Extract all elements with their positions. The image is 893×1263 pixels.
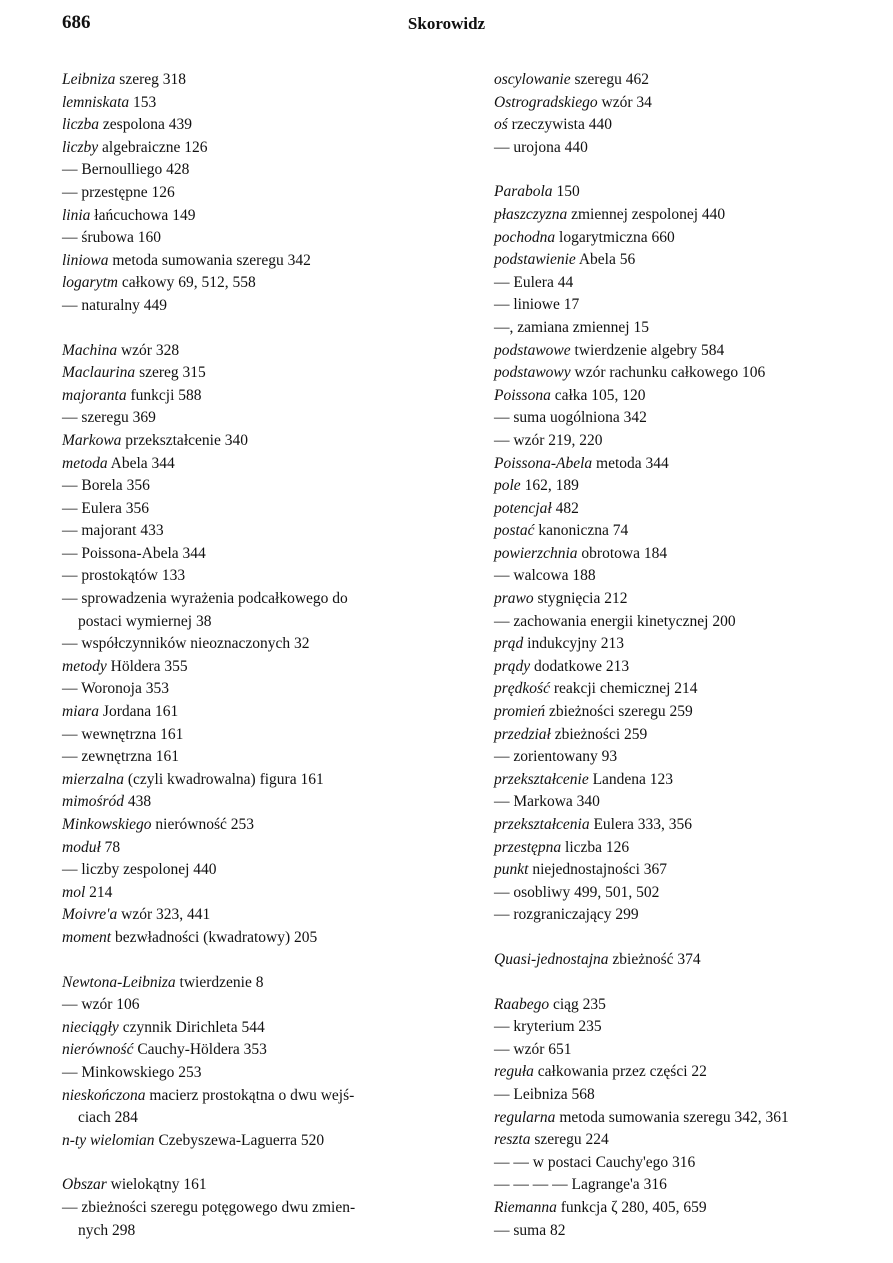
- index-keyword: moduł: [62, 838, 101, 856]
- index-keyword: Machina: [62, 341, 118, 359]
- index-text: — suma uogólniona 342: [494, 409, 647, 427]
- index-text: — naturalny 449: [62, 296, 168, 314]
- index-keyword: mol: [62, 883, 86, 901]
- index-text: wzór 328: [117, 341, 180, 359]
- index-text: — wzór 651: [494, 1040, 572, 1058]
- index-entry: [62, 520, 440, 543]
- index-text: — przestępne 126: [62, 183, 175, 201]
- index-text: czynnik Dirichleta 544: [118, 1018, 265, 1036]
- index-text: dodatkowe 213: [530, 657, 630, 675]
- index-keyword: Raabego: [494, 995, 550, 1013]
- index-entry: [62, 385, 440, 408]
- index-keyword: podstawowe: [494, 341, 571, 359]
- index-entry: [62, 814, 440, 837]
- index-entry: [62, 272, 440, 295]
- index-entry: [62, 182, 440, 205]
- index-text: 482: [551, 499, 579, 517]
- index-text: — Eulera 356: [62, 499, 149, 517]
- index-text: obrotowa 184: [577, 544, 668, 562]
- index-text: macierz prostokątna o dwu wejś-: [145, 1086, 355, 1104]
- index-entry: [494, 407, 874, 430]
- index-keyword: Ostrogradskiego: [494, 93, 598, 111]
- index-keyword: Leibniza: [62, 71, 116, 88]
- index-text: indukcyjny 213: [523, 635, 625, 653]
- index-entry: [62, 407, 440, 430]
- index-entry: [494, 362, 874, 385]
- index-text: twierdzenie algebry 584: [570, 341, 725, 359]
- index-continuation: ciach 284: [78, 1109, 138, 1127]
- index-keyword: prawo: [494, 590, 534, 608]
- index-text: Abela 56: [575, 251, 636, 269]
- index-continuation: nych 298: [78, 1221, 136, 1239]
- index-entry: [62, 1085, 440, 1130]
- index-keyword: liczby: [62, 138, 99, 156]
- index-entry: [62, 205, 440, 228]
- index-text: — zorientowany 93: [494, 748, 618, 766]
- index-text: Landena 123: [588, 770, 674, 788]
- index-text: Eulera 333, 356: [589, 816, 693, 833]
- index-entry: [62, 882, 440, 905]
- index-entry: [494, 498, 874, 521]
- index-text: — majorant 433: [62, 522, 164, 540]
- index-keyword: pole: [494, 477, 521, 495]
- index-text: 214: [85, 883, 113, 901]
- index-entry: [62, 227, 440, 250]
- index-entry: [62, 543, 440, 566]
- index-entry: [62, 837, 440, 860]
- index-text: — wzór 106: [62, 996, 140, 1014]
- index-entry: [62, 927, 440, 950]
- index-text: metoda sumowania szeregu 342, 361: [555, 1108, 789, 1126]
- index-entry: [494, 1129, 874, 1152]
- index-keyword: reguła: [494, 1063, 534, 1081]
- index-text: 150: [552, 183, 580, 201]
- index-text: Czebyszewa-Laguerra 520: [154, 1131, 325, 1149]
- index-keyword: Markowa: [62, 431, 122, 449]
- index-entry: [62, 475, 440, 498]
- index-keyword: linia: [62, 206, 91, 224]
- index-entry: [494, 1061, 874, 1084]
- running-head: Skorowidz: [407, 14, 486, 33]
- index-text: 78: [100, 838, 121, 856]
- index-text: 162, 189: [520, 477, 579, 495]
- index-keyword: liniowa: [62, 251, 109, 269]
- index-text: Cauchy-Höldera 353: [133, 1041, 267, 1059]
- index-entry: [494, 837, 874, 860]
- index-entry: [494, 475, 874, 498]
- index-entry: [494, 69, 874, 92]
- index-text: — urojona 440: [494, 138, 588, 156]
- index-text: — szeregu 369: [62, 409, 156, 427]
- index-text: liczba 126: [561, 838, 630, 856]
- index-entry: [494, 724, 874, 747]
- index-entry: [494, 181, 874, 204]
- index-keyword: postać: [494, 522, 535, 540]
- index-keyword: punkt: [494, 861, 529, 879]
- index-entry: [494, 317, 874, 340]
- index-entry: [62, 295, 440, 318]
- index-keyword: przekształcenie: [494, 770, 589, 788]
- index-entry: [494, 1197, 874, 1220]
- index-text: funkcja ζ 280, 405, 659: [556, 1198, 707, 1216]
- index-text: zbieżności 259: [550, 725, 648, 743]
- index-text: nierówność 253: [151, 816, 254, 833]
- index-keyword: metoda: [62, 454, 108, 472]
- index-text: — kryterium 235: [494, 1018, 602, 1036]
- index-entry: [494, 1152, 874, 1175]
- index-entry: [62, 656, 440, 679]
- index-entry: [62, 159, 440, 182]
- index-text: szereg 315: [135, 364, 206, 382]
- index-keyword: płaszczyzna: [494, 205, 568, 223]
- index-keyword: promień: [494, 703, 546, 721]
- index-entry: [494, 430, 874, 453]
- index-keyword: Obszar: [62, 1176, 107, 1194]
- index-entry: [62, 498, 440, 521]
- index-text: twierdzenie 8: [175, 973, 264, 991]
- index-entry: [494, 114, 874, 137]
- index-entry: [62, 1197, 440, 1242]
- index-entry: [494, 791, 874, 814]
- index-entry: [494, 994, 874, 1017]
- index-text: algebraiczne 126: [98, 138, 208, 156]
- index-text: — Bernoulliego 428: [62, 161, 190, 179]
- index-continuation: postaci wymiernej 38: [78, 612, 212, 630]
- index-entry: [494, 882, 874, 905]
- index-text: — zachowania energii kinetycznej 200: [494, 612, 736, 630]
- index-entry: [62, 340, 440, 363]
- index-text: zbieżności szeregu 259: [545, 703, 693, 721]
- index-entry: [494, 814, 874, 837]
- index-text: — osobliwy 499, 501, 502: [494, 883, 660, 901]
- index-entry: [494, 272, 874, 295]
- index-text: — wewnętrzna 161: [62, 725, 184, 743]
- index-entry: [62, 565, 440, 588]
- index-entry: [494, 1016, 874, 1039]
- index-keyword: prędkość: [494, 680, 550, 698]
- index-entry: [494, 678, 874, 701]
- index-keyword: Minkowskiego: [62, 816, 152, 833]
- index-text: metoda sumowania szeregu 342: [108, 251, 311, 269]
- index-entry: [494, 746, 874, 769]
- index-text: logarytmiczna 660: [555, 228, 675, 246]
- index-text: niejednostajności 367: [528, 861, 668, 879]
- index-entry: [62, 1130, 440, 1153]
- index-entry: [62, 701, 440, 724]
- index-entry: [62, 92, 440, 115]
- page-number: 686: [62, 12, 91, 33]
- index-text: bezwładności (kwadratowy) 205: [111, 928, 318, 946]
- index-text: — rozgraniczający 299: [494, 906, 639, 924]
- index-entry: [62, 114, 440, 137]
- index-keyword: przekształcenia: [494, 816, 590, 833]
- index-entry: [494, 227, 874, 250]
- index-entry: [62, 1062, 440, 1085]
- index-keyword: regularna: [494, 1108, 556, 1126]
- index-text: wielokątny 161: [106, 1176, 207, 1194]
- index-keyword: nierówność: [62, 1041, 134, 1059]
- index-entry: [494, 949, 874, 972]
- index-text: 153: [129, 93, 157, 111]
- index-keyword: miara: [62, 703, 100, 721]
- index-entry: [62, 994, 440, 1017]
- index-entry: [494, 633, 874, 656]
- index-text: Abela 344: [107, 454, 175, 472]
- index-keyword: oscylowanie: [494, 71, 571, 88]
- index-entry: [62, 430, 440, 453]
- index-keyword: Poissona-Abela: [494, 454, 593, 472]
- index-keyword: nieciągły: [62, 1018, 119, 1036]
- index-keyword: przestępna: [494, 838, 562, 856]
- index-text: szereg 318: [115, 71, 186, 88]
- index-keyword: potencjał: [494, 499, 552, 517]
- index-entry: [494, 385, 874, 408]
- index-keyword: Poissona: [494, 386, 551, 404]
- index-entry: [494, 294, 874, 317]
- index-keyword: moment: [62, 928, 112, 946]
- index-text: — Borela 356: [62, 477, 150, 495]
- index-keyword: pochodna: [494, 228, 556, 246]
- index-text: wzór 34: [597, 93, 652, 111]
- index-text: — Markowa 340: [494, 793, 600, 811]
- index-text: stygnięcia 212: [533, 590, 628, 608]
- index-entry: [494, 1107, 874, 1130]
- index-text: — prostokątów 133: [62, 567, 186, 585]
- index-text: (czyli kwadrowalna) figura 161: [124, 770, 324, 788]
- index-keyword: podstawowy: [494, 364, 571, 382]
- index-keyword: prądy: [494, 657, 531, 675]
- index-entry: [62, 250, 440, 273]
- index-text: Jordana 161: [99, 703, 179, 721]
- index-entry: [494, 92, 874, 115]
- index-keyword: Maclaurina: [62, 364, 136, 382]
- index-text: całka 105, 120: [550, 386, 646, 404]
- index-text: wzór 323, 441: [117, 906, 211, 924]
- index-text: — sprowadzenia wyrażenia podcałkowego do: [62, 590, 348, 608]
- index-entry: [494, 656, 874, 679]
- index-entry: [62, 678, 440, 701]
- index-keyword: metody: [62, 657, 107, 675]
- index-text: metoda 344: [592, 454, 669, 472]
- index-text: szeregu 224: [530, 1131, 609, 1149]
- index-text: 438: [124, 793, 152, 811]
- index-text: funkcji 588: [126, 386, 202, 404]
- index-text: — Leibniza 568: [494, 1085, 595, 1103]
- index-entry: [62, 362, 440, 385]
- index-text: — zbieżności szeregu potęgowego dwu zmien-: [62, 1198, 356, 1216]
- index-text: zespolona 439: [99, 116, 193, 134]
- index-entry: [494, 340, 874, 363]
- index-entry: [62, 588, 440, 633]
- index-text: zbieżność 374: [608, 950, 701, 968]
- index-entry: [494, 249, 874, 272]
- index-keyword: reszta: [494, 1131, 531, 1149]
- index-text: — współczynników nieoznaczonych 32: [62, 635, 310, 653]
- index-keyword: majoranta: [62, 386, 127, 404]
- index-entry: [62, 972, 440, 995]
- index-text: — suma 82: [494, 1221, 566, 1239]
- index-entry: [494, 701, 874, 724]
- index-entry: [62, 791, 440, 814]
- index-text: —, zamiana zmiennej 15: [494, 318, 649, 336]
- index-entry: [494, 1220, 874, 1243]
- index-text: szeregu 462: [570, 71, 649, 88]
- index-text: — liniowe 17: [494, 296, 580, 314]
- index-column-right: [494, 69, 874, 1242]
- index-keyword: Moivre'a: [62, 906, 118, 924]
- index-keyword: powierzchnia: [494, 544, 578, 562]
- index-text: całkowania przez części 22: [533, 1063, 707, 1081]
- index-entry: [494, 565, 874, 588]
- index-keyword: mimośród: [62, 793, 125, 811]
- index-keyword: Parabola: [494, 183, 553, 201]
- index-entry: [62, 859, 440, 882]
- index-text: przekształcenie 340: [121, 431, 248, 449]
- index-entry: [494, 611, 874, 634]
- index-text: — zewnętrzna 161: [62, 748, 180, 766]
- index-entry: [62, 1017, 440, 1040]
- index-text: — wzór 219, 220: [494, 431, 603, 449]
- index-keyword: n-ty wielomian: [62, 1131, 155, 1149]
- index-text: — liczby zespolonej 440: [62, 861, 217, 879]
- index-entry: [62, 137, 440, 160]
- index-entry: [494, 1084, 874, 1107]
- index-entry: [62, 633, 440, 656]
- index-entry: [494, 520, 874, 543]
- index-text: kanoniczna 74: [534, 522, 629, 540]
- index-text: — Eulera 44: [494, 273, 574, 291]
- index-text: — walcowa 188: [494, 567, 596, 585]
- index-keyword: prąd: [494, 635, 524, 653]
- index-entry: [494, 769, 874, 792]
- index-keyword: podstawienie: [494, 251, 576, 269]
- index-entry: [494, 588, 874, 611]
- index-entry: [494, 904, 874, 927]
- index-text: zmiennej zespolonej 440: [567, 205, 726, 223]
- index-text: — Minkowskiego 253: [62, 1063, 202, 1081]
- index-text: rzeczywista 440: [507, 116, 612, 134]
- index-keyword: nieskończona: [62, 1086, 146, 1104]
- index-entry: [494, 1039, 874, 1062]
- index-keyword: mierzalna: [62, 770, 124, 788]
- index-text: reakcji chemicznej 214: [549, 680, 698, 698]
- index-keyword: lemniskata: [62, 93, 130, 111]
- index-text: — Poissona-Abela 344: [62, 544, 206, 562]
- index-entry: [62, 453, 440, 476]
- index-entry: [494, 859, 874, 882]
- index-keyword: Riemanna: [494, 1198, 557, 1216]
- index-entry: [62, 904, 440, 927]
- index-text: łańcuchowa 149: [90, 206, 196, 224]
- index-entry: [62, 1039, 440, 1062]
- index-text: ciąg 235: [549, 995, 606, 1013]
- index-entry: [494, 1174, 874, 1197]
- index-entry: [62, 746, 440, 769]
- index-column-left: [62, 69, 440, 1242]
- index-text: — — — — Lagrange'a 316: [494, 1176, 667, 1194]
- index-keyword: przedział: [494, 725, 551, 743]
- index-entry: [494, 453, 874, 476]
- index-text: Höldera 355: [106, 657, 188, 675]
- index-entry: [62, 724, 440, 747]
- index-keyword: liczba: [62, 116, 100, 134]
- index-text: — śrubowa 160: [62, 229, 162, 247]
- index-text: — Woronoja 353: [62, 680, 169, 698]
- index-text: — — w postaci Cauchy'ego 316: [494, 1153, 696, 1171]
- index-entry: [62, 769, 440, 792]
- index-keyword: Newtona-Leibniza: [62, 973, 176, 991]
- index-entry: [494, 543, 874, 566]
- index-entry: [494, 204, 874, 227]
- index-text: wzór rachunku całkowego 106: [570, 364, 766, 382]
- index-keyword: oś: [494, 116, 508, 134]
- index-entry: [62, 1174, 440, 1197]
- index-entry: [62, 69, 440, 92]
- index-keyword: Quasi-jednostajna: [494, 950, 609, 968]
- index-entry: [494, 137, 874, 160]
- index-text: całkowy 69, 512, 558: [117, 274, 256, 292]
- index-keyword: logarytm: [62, 274, 118, 292]
